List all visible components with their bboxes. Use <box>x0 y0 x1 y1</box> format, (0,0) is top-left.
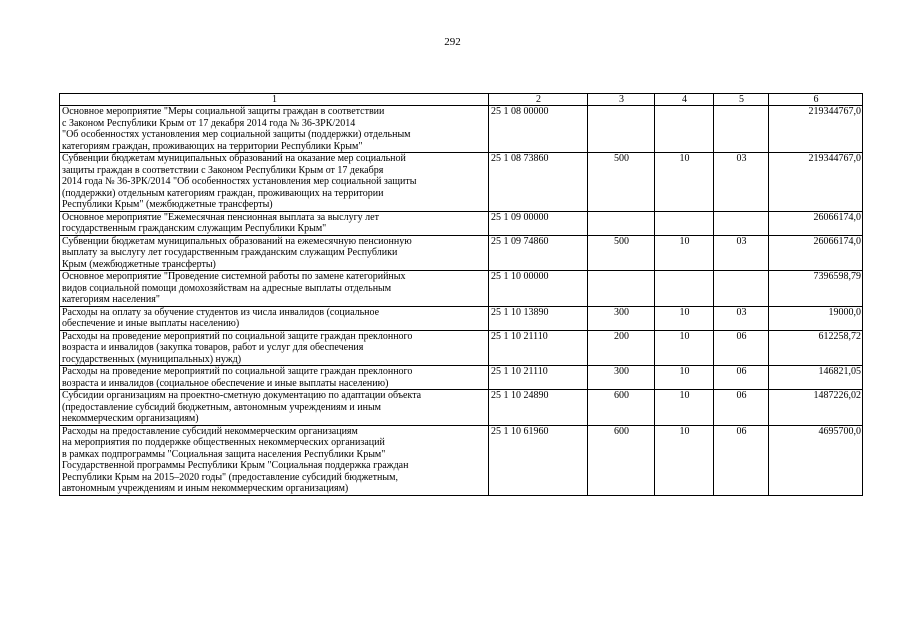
row-col5-cell <box>714 271 769 307</box>
row-code-cell: 25 1 09 00000 <box>489 211 588 235</box>
row-sum-cell: 219344767,0 <box>769 106 863 153</box>
row-sum-cell: 219344767,0 <box>769 153 863 212</box>
row-col3-cell: 300 <box>588 366 655 390</box>
row-name-cell: Субвенции бюджетам муниципальных образований на оказание мер социальной защиты граждан в соответствии с Законом Республики Крым от 17 декабря 2014 года № 36-ЗРК/2014 "Об особенностях установления мер социальной защиты (поддержки) отдельным категориям граждан, проживающих на территории Республики Крым" (межбюджетные трансферты) <box>60 153 489 212</box>
row-col3-cell: 500 <box>588 235 655 271</box>
row-col4-cell: 10 <box>655 366 714 390</box>
row-name-cell: Субсидии организациям на проектно-сметную документацию по адаптации объекта (предоставление субсидий бюджетным, автономным учреждениям и иным некоммерческим организациям) <box>60 390 489 426</box>
row-col3-cell: 200 <box>588 330 655 366</box>
row-code-cell: 25 1 10 21110 <box>489 330 588 366</box>
header-row <box>60 94 863 106</box>
row-name-cell: Основное мероприятие "Проведение системной работы по замене категорийных видов социальной помощи домохозяйствам на адресные выплаты отдельным категориям населения" <box>60 271 489 307</box>
row-name-cell: Основное мероприятие "Ежемесячная пенсионная выплата за выслугу лет государственным гражданским служащим Республики Крым" <box>60 211 489 235</box>
row-col4-cell: 10 <box>655 330 714 366</box>
row-sum-cell: 146821,05 <box>769 366 863 390</box>
header-cell-3: 3 <box>588 94 655 106</box>
row-code-cell: 25 1 10 00000 <box>489 271 588 307</box>
row-col5-cell: 06 <box>714 425 769 495</box>
table-row <box>60 425 863 495</box>
header-cell-6: 6 <box>769 94 863 106</box>
row-col3-cell <box>588 106 655 153</box>
row-col4-cell: 10 <box>655 425 714 495</box>
row-col4-cell: 10 <box>655 235 714 271</box>
row-code-cell: 25 1 10 24890 <box>489 390 588 426</box>
table-row <box>60 390 863 426</box>
row-name-cell: Основное мероприятие "Меры социальной защиты граждан в соответствии с Законом Республики Крым от 17 декабря 2014 года № 36-ЗРК/2014 "Об особенностях установления мер социальной защиты (поддержки) отдельным категориям граждан, проживающих на территории Республики Крым" <box>60 106 489 153</box>
table-row <box>60 306 863 330</box>
table-row <box>60 235 863 271</box>
row-col3-cell: 500 <box>588 153 655 212</box>
row-col3-cell: 600 <box>588 425 655 495</box>
row-col4-cell <box>655 106 714 153</box>
header-cell-1: 1 <box>60 94 489 106</box>
row-name-cell: Субвенции бюджетам муниципальных образований на ежемесячную пенсионную выплату за выслугу лет государственным гражданским служащим Республики Крым (межбюджетные трансферты) <box>60 235 489 271</box>
row-col4-cell: 10 <box>655 153 714 212</box>
table-row <box>60 106 863 153</box>
row-sum-cell: 26066174,0 <box>769 211 863 235</box>
row-sum-cell: 26066174,0 <box>769 235 863 271</box>
row-col5-cell <box>714 211 769 235</box>
row-col5-cell: 06 <box>714 390 769 426</box>
row-code-cell: 25 1 10 21110 <box>489 366 588 390</box>
row-col5-cell: 06 <box>714 366 769 390</box>
row-name-cell: Расходы на предоставление субсидий некоммерческим организациям на мероприятия по поддержке общественных некоммерческих организаций в рамках подпрограммы "Социальная защита населения Республики Крым" Государственной программы Республики Крым "Социальная поддержка граждан Республики Крым на 2015–2020 годы" (предоставление субсидий бюджетным, автономным учреждениям и иным некоммерческим организациям) <box>60 425 489 495</box>
row-code-cell: 25 1 08 73860 <box>489 153 588 212</box>
row-col4-cell: 10 <box>655 390 714 426</box>
row-sum-cell: 19000,0 <box>769 306 863 330</box>
row-col5-cell: 03 <box>714 235 769 271</box>
row-sum-cell: 7396598,79 <box>769 271 863 307</box>
row-code-cell: 25 1 10 13890 <box>489 306 588 330</box>
row-name-cell: Расходы на проведение мероприятий по социальной защите граждан преклонного возраста и инвалидов (социальное обеспечение и иные выплаты населению) <box>60 366 489 390</box>
row-sum-cell: 1487226,02 <box>769 390 863 426</box>
row-col3-cell: 300 <box>588 306 655 330</box>
row-name-cell: Расходы на оплату за обучение студентов из числа инвалидов (социальное обеспечение и иные выплаты населению) <box>60 306 489 330</box>
page-number: 292 <box>444 36 461 48</box>
row-col3-cell <box>588 211 655 235</box>
row-sum-cell: 4695700,0 <box>769 425 863 495</box>
row-col5-cell: 03 <box>714 306 769 330</box>
budget-table <box>59 93 863 496</box>
row-name-cell: Расходы на проведение мероприятий по социальной защите граждан преклонного возраста и инвалидов (закупка товаров, работ и услуг для обеспечения государственных (муниципальных) нужд) <box>60 330 489 366</box>
row-col3-cell: 600 <box>588 390 655 426</box>
table-row <box>60 153 863 212</box>
header-cell-5: 5 <box>714 94 769 106</box>
row-col5-cell: 03 <box>714 153 769 212</box>
row-sum-cell: 612258,72 <box>769 330 863 366</box>
table-row <box>60 211 863 235</box>
row-col5-cell: 06 <box>714 330 769 366</box>
row-col5-cell <box>714 106 769 153</box>
row-col4-cell: 10 <box>655 306 714 330</box>
table-row <box>60 330 863 366</box>
row-code-cell: 25 1 09 74860 <box>489 235 588 271</box>
header-cell-4: 4 <box>655 94 714 106</box>
row-code-cell: 25 1 10 61960 <box>489 425 588 495</box>
row-code-cell: 25 1 08 00000 <box>489 106 588 153</box>
row-col4-cell <box>655 211 714 235</box>
row-col4-cell <box>655 271 714 307</box>
table-row <box>60 271 863 307</box>
table-row <box>60 366 863 390</box>
row-col3-cell <box>588 271 655 307</box>
header-cell-2: 2 <box>489 94 588 106</box>
